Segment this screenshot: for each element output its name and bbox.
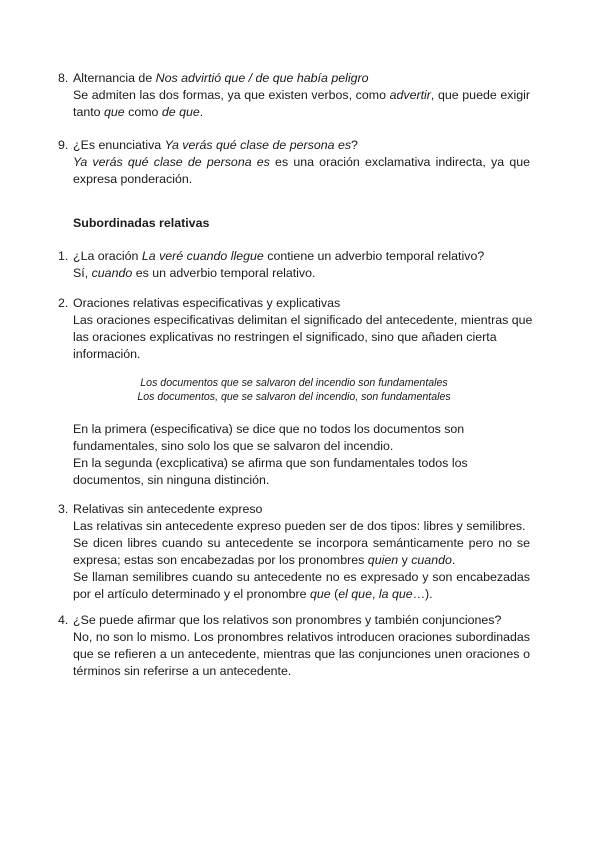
item-text-line: tanto que como de que.	[73, 105, 204, 119]
item-text-line: fundamentales, sino solo los que se salvaron del incendio.	[73, 439, 394, 453]
item-number: 8.	[58, 71, 69, 85]
item-number: 1.	[58, 249, 69, 263]
item-text-line: En la primera (especificativa) se dice que no todos los documentos son	[73, 422, 465, 436]
item-text-line: Ya verás qué clase de persona es es una oración exclamativa indirecta, ya que	[73, 155, 531, 169]
item-text-line: las oraciones explicativas no restringen el significado, sino que añaden cierta	[73, 330, 497, 344]
item-title: ¿Es enunciativa Ya verás qué clase de persona es?	[73, 138, 358, 152]
item-text-line: expresa; estas son encabezadas por los pronombres quien y cuando.	[73, 553, 456, 567]
item-title: ¿La oración La veré cuando llegue contiene un adverbio temporal relativo?	[73, 249, 485, 263]
item-text-line: No, no son lo mismo. Los pronombres relativos introducen oraciones subordinadas	[73, 630, 530, 644]
item-text-line: Las relativas sin antecedente expreso pueden ser de dos tipos: libres y semilibres.	[73, 519, 526, 533]
item-title: Relativas sin antecedente expreso	[73, 502, 263, 516]
item-text-line: documentos, sin ninguna distinción.	[73, 473, 270, 487]
item-number: 3.	[58, 502, 69, 516]
item-title: Alternancia de Nos advirtió que / de que había peligro	[73, 71, 369, 85]
item-text-line: Sí, cuando es un adverbio temporal relativo.	[73, 266, 316, 280]
example-sentence: Los documentos, que se salvaron del incendio, son fundamentales	[137, 391, 451, 403]
item-title: ¿Se puede afirmar que los relativos son pronombres y también conjunciones?	[73, 613, 502, 627]
item-title: Oraciones relativas especificativas y explicativas	[73, 296, 341, 310]
example-sentence: Los documentos que se salvaron del incendio son fundamentales	[140, 377, 448, 389]
item-text-line: términos sin referirse a un antecedente.	[73, 664, 292, 678]
item-number: 2.	[58, 296, 69, 310]
item-text-line: información.	[73, 347, 141, 361]
item-text-line: Las oraciones especificativas delimitan el significado del antecedente, mientras que	[73, 313, 533, 327]
item-text-line: Se admiten las dos formas, ya que existen verbos, como advertir, que puede exigir	[73, 88, 530, 102]
item-text-line: En la segunda (excplicativa) se afirma que son fundamentales todos los	[73, 456, 468, 470]
section-heading: Subordinadas relativas	[73, 216, 210, 230]
item-text-line: Se dicen libres cuando su antecedente se incorpora semánticamente pero no se	[73, 536, 530, 550]
item-text-line: que se refieren a un antecedente, mientras que las conjunciones unen oraciones o	[73, 647, 530, 661]
item-text-line: expresa ponderación.	[73, 172, 193, 186]
item-number: 9.	[58, 138, 69, 152]
item-number: 4.	[58, 613, 69, 627]
item-text-line: Se llaman semilibres cuando su antecedente no es expresado y son encabezadas	[73, 570, 530, 584]
item-text-line: por el artículo determinado y el pronombre que (el que, la que…).	[73, 587, 433, 601]
